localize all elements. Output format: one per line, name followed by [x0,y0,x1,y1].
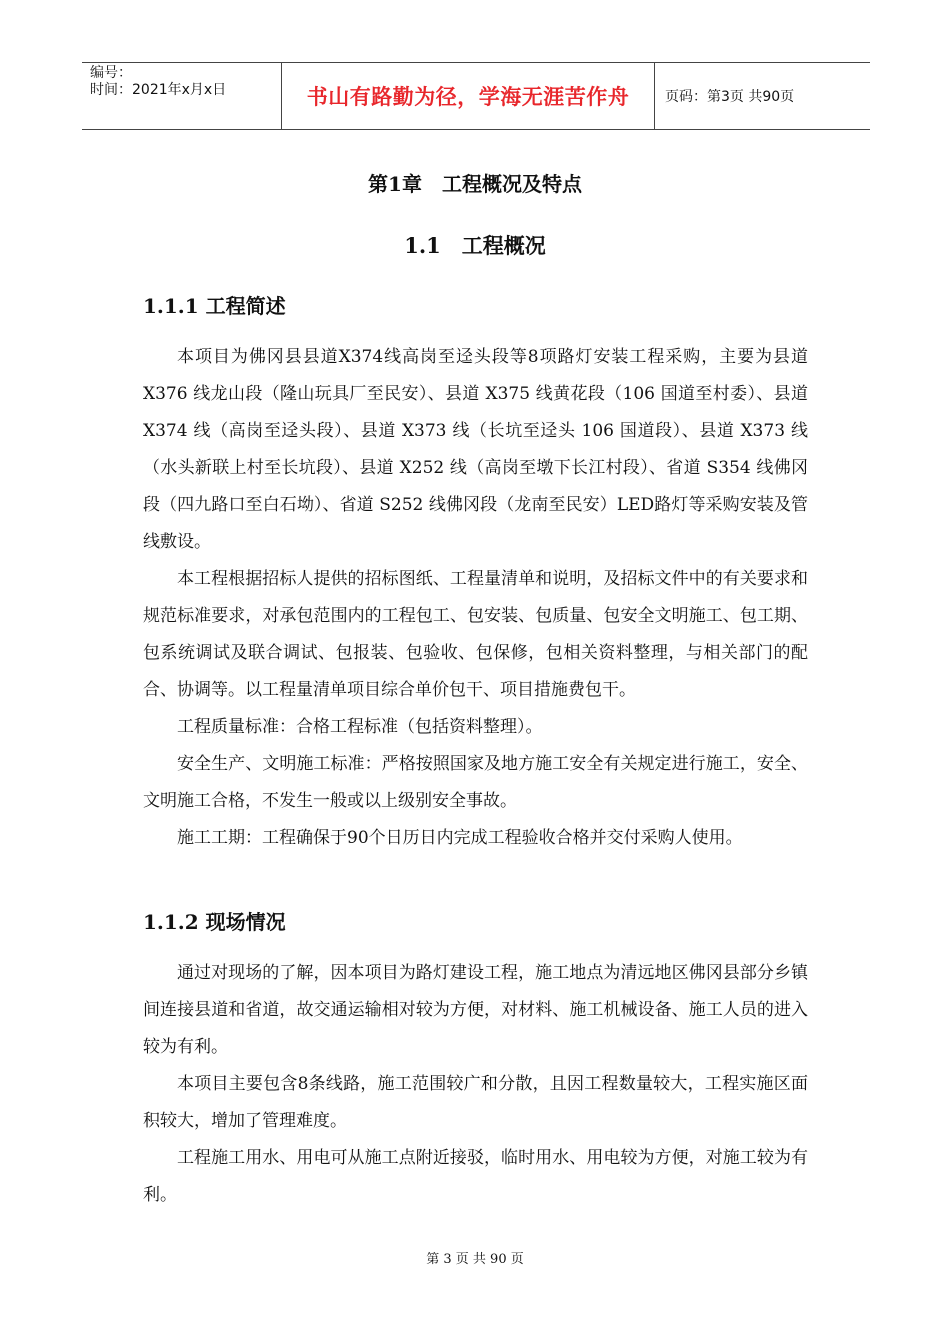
chapter-title: 第1章 工程概况及特点 [368,172,582,196]
document-number-label: 编号： [90,65,132,81]
page-footer: 第 3 页 共 90 页 [426,1252,524,1267]
subsection-body-2 [143,955,808,1214]
paragraph: 本工程根据招标人提供的招标图纸、工程量清单和说明，及招标文件中的有关要求和规范标准要求，对承包范围内的工程包工、包安装、包质量、包安全文明施工、包工期、包系统调试及联合调试、包报装、包验收、包保修，包相关资料整理，与相关部门的配合、协调等。以工程量清单项目综合单价包干、项目措施费包干。 [143,569,808,700]
paragraph: 通过对现场的了解，因本项目为路灯建设工程，施工地点为清远地区佛冈县部分乡镇间连接县道和省道，故交通运输相对较为方便，对材料、施工机械设备、施工人员的进入较为有利。 [143,963,808,1057]
paragraph: 本项目主要包含8条线路，施工范围较广和分散，且因工程数量较大，工程实施区面积较大，增加了管理难度。 [143,1074,808,1131]
header-page-info: 页码：第3页 共90页 [665,89,795,105]
section-title: 1.1 工程概况 [404,233,546,258]
paragraph: 施工工期：工程确保于90个日历日内完成工程验收合格并交付采购人使用。 [177,828,743,848]
page-header [82,62,870,130]
paragraph: 本项目为佛冈县县道X374线高岗至迳头段等8项路灯安装工程采购，主要为县道 X376 线龙山段（隆山玩具厂至民安）、县道 X375 线黄花段（106 国道至村委）、县道 X374 线（高岗至迳头段）、县道 X373 线（长坑至迳头 106 国道段）、县道 X373 线（水头新联上村至长坑段）、县道 X252 线（高岗至墩下长江村段）、省道 S354 线佛冈段（四九路口至白石坳）、省道 S252 线佛冈段（龙南至民安）LED路灯等采购安装及管线敷设。 [143,347,808,552]
subsection-title-2: 1.1.2 现场情况 [143,910,286,934]
header-meta [82,63,282,129]
subsection-title-1: 1.1.1 工程简述 [143,294,286,318]
paragraph: 工程质量标准：合格工程标准（包括资料整理）。 [177,717,543,737]
paragraph: 工程施工用水、用电可从施工点附近接驳，临时用水、用电较为方便，对施工较为有利。 [143,1148,808,1205]
subsection-body-1 [143,339,808,857]
header-motto: 书山有路勤为径，学海无涯苦作舟 [282,63,655,129]
document-time-label: 时间：2021年x月x日 [90,82,227,98]
paragraph: 安全生产、文明施工标准：严格按照国家及地方施工安全有关规定进行施工，安全、文明施工合格，不发生一般或以上级别安全事故。 [143,754,808,811]
